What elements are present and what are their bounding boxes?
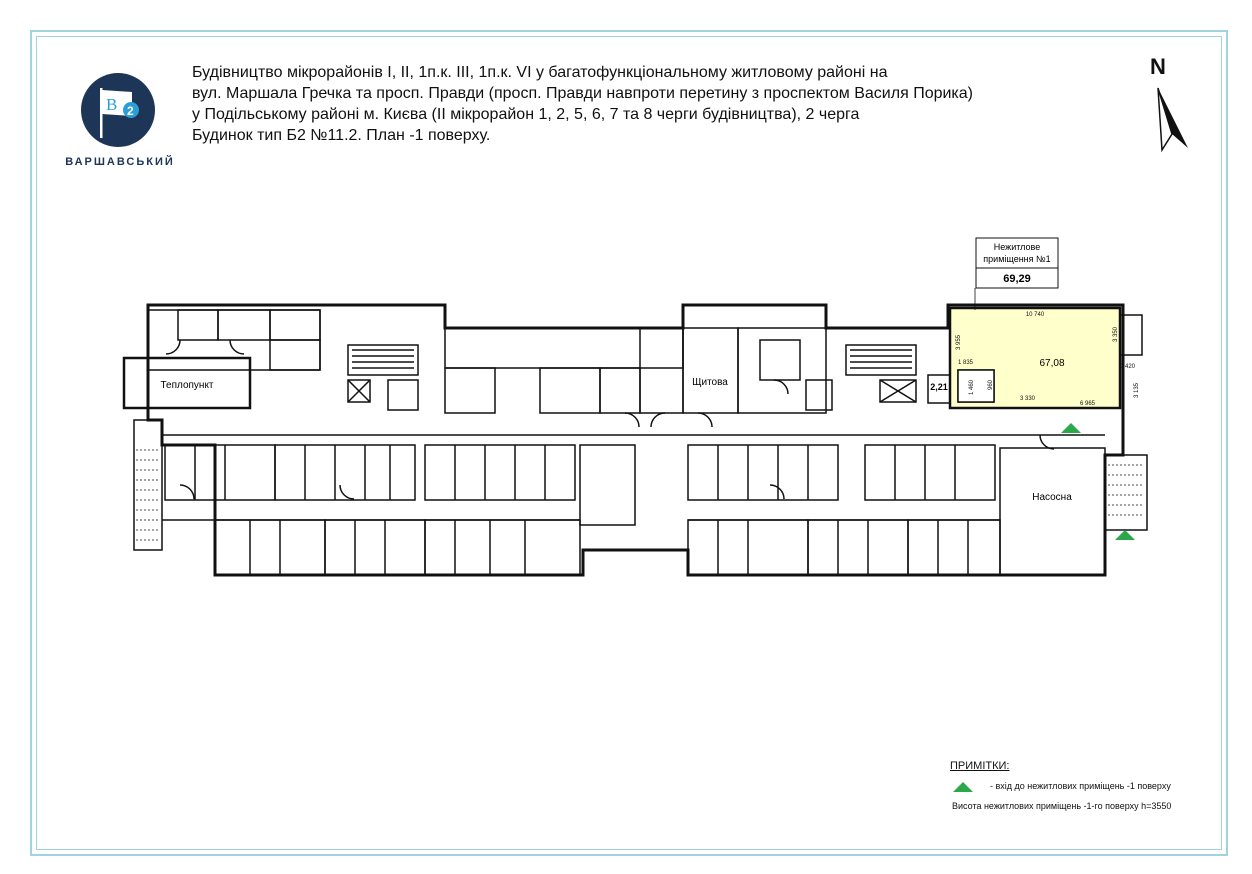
title-line: Будинок тип Б2 №11.2. План -1 поверху. [192,127,491,144]
page-title [192,62,973,146]
dimension-label: 1 835 [958,360,974,366]
shchytova-room [683,328,738,413]
logo-icon [80,72,156,148]
dimension-label: 3 955 [956,334,962,350]
nonresidential-total-area: 69,29 [1003,273,1031,285]
nonresidential-label-line2: приміщення №1 [983,254,1051,264]
nonresidential-room-area: 67,08 [1039,358,1065,369]
dimension-label: 3 350 [1113,326,1119,342]
notes-height: Висота нежитлових приміщень -1-го поверху h=3550 [952,801,1172,811]
notes-title: ПРИМІТКИ: [950,760,1010,772]
notes-entry-label: - вхід до нежитлових приміщень -1 поверху [990,781,1171,791]
dimension-label: 3 135 [1134,382,1140,398]
title-line: вул. Маршала Гречка та просп. Правди (просп. Правди навпроти перетину з проспектом Василя Порика) [192,85,973,102]
dimension-label: 10 740 [1025,312,1045,318]
small-room-area: 2,21 [930,382,948,392]
title-line: у Подільському районі м. Києва (ІІ мікрорайон 1, 2, 5, 6, 7 та 8 черги будівництва), 2 черга [192,106,860,123]
logo-letter: В [106,95,118,114]
dimension-label: 3 330 [1020,396,1036,402]
north-arrow-icon [1152,86,1192,156]
room-label-teplopunkt: Теплопункт [160,380,214,391]
logo-text: ВАРШАВСЬКИЙ [65,156,175,168]
entrance-marker-legend-icon [952,781,974,793]
title-line: Будівництво мікрорайонів І, ІІ, 1п.к. ІІІ, 1п.к. VI у багатофункціональному житловому районі на [192,64,888,81]
nonresidential-label-line1: Нежитлове [993,242,1041,252]
floor-plan [120,230,1170,590]
north-label: N [1150,54,1166,79]
room-label-shchytova: Щитова [692,377,728,388]
dimension-label: 6 965 [1080,401,1096,407]
room-label-nasosna: Насосна [1032,492,1072,503]
logo-number: 2 [127,104,134,118]
dimension-label: 1 460 [969,379,975,395]
dimension-label: 960 [988,379,994,390]
entrance-marker-icon [1115,530,1135,540]
entrance-marker-icon [1061,423,1081,433]
nasosna-room [1000,448,1105,575]
dimension-label: 1 420 [1120,364,1136,370]
